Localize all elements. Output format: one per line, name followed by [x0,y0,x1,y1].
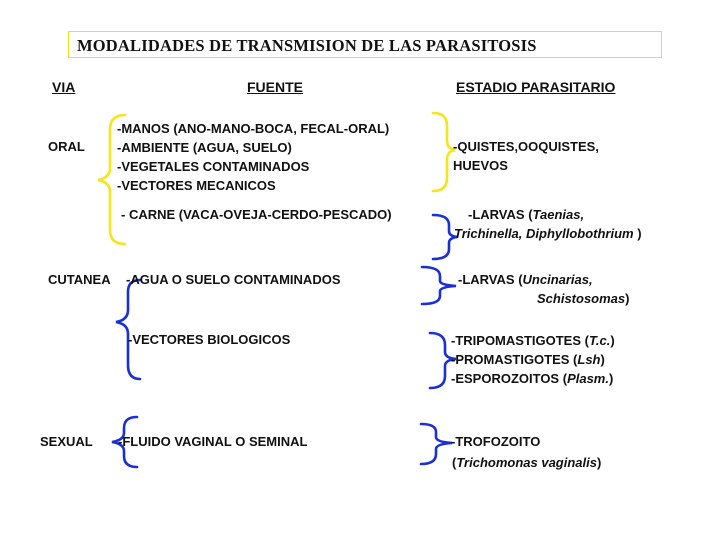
cutanea-larvas-brace [422,267,456,304]
promastigotes: -PROMASTIGOTES (Lsh) [451,352,605,367]
oral-estadio-2: HUEVOS [453,158,508,173]
via-cutanea: CUTANEA [48,272,111,287]
oral-fuente-2: -AMBIENTE (AGUA, SUELO) [117,140,292,155]
taenias-name: Taenias, [532,207,585,222]
esporozoitos: -ESPOROZOITOS (Plasm.) [451,371,614,386]
cutanea-fuente-2: -VECTORES BIOLOGICOS [128,332,291,347]
sexual-fuente: -FLUIDO VAGINAL O SEMINAL [118,434,308,449]
uncinarias-name: Uncinarias, [522,272,593,287]
cutanea-larvas-line2: Schistosomas) [537,291,630,306]
oral-right-brace [433,113,455,191]
sexual-right-brace [421,424,452,464]
oral-carne: - CARNE (VACA-OVEJA-CERDO-PESCADO) [121,207,392,222]
trichomonas: (Trichomonas vaginalis) [452,455,602,470]
cutanea-larvas-line1: -LARVAS (Uncinarias, [458,272,593,287]
via-oral: ORAL [48,139,85,154]
oral-larvas-line2: Trichinella, Diphyllobothrium ) [454,226,642,241]
trichinella-name: Trichinella, Diphyllobothrium [454,226,634,241]
page-title: MODALIDADES DE TRANSMISION DE LAS PARASITOSIS [77,36,537,55]
sexual-estadio: -TROFOZOITO [451,434,541,449]
schistosomas-name: Schistosomas [537,291,626,306]
cutanea-fuente-1: -AGUA O SUELO CONTAMINADOS [126,272,341,287]
oral-estadio-1: -QUISTES,OOQUISTES, [453,139,599,154]
via-sexual: SEXUAL [40,434,93,449]
tripomastigotes: -TRIPOMASTIGOTES (T.c.) [451,333,615,348]
cutanea-brace [116,280,140,379]
header-via: VIA [52,79,76,95]
header-estadio: ESTADIO PARASITARIO [456,79,616,95]
oral-fuente-4: -VECTORES MECANICOS [117,178,276,193]
oral-fuente-1: -MANOS (ANO-MANO-BOCA, FECAL-ORAL) [117,121,390,136]
oral-larvas-line1: -LARVAS (Taenias, [468,207,585,222]
header-fuente: FUENTE [247,79,303,95]
oral-fuente-3: -VEGETALES CONTAMINADOS [117,159,310,174]
